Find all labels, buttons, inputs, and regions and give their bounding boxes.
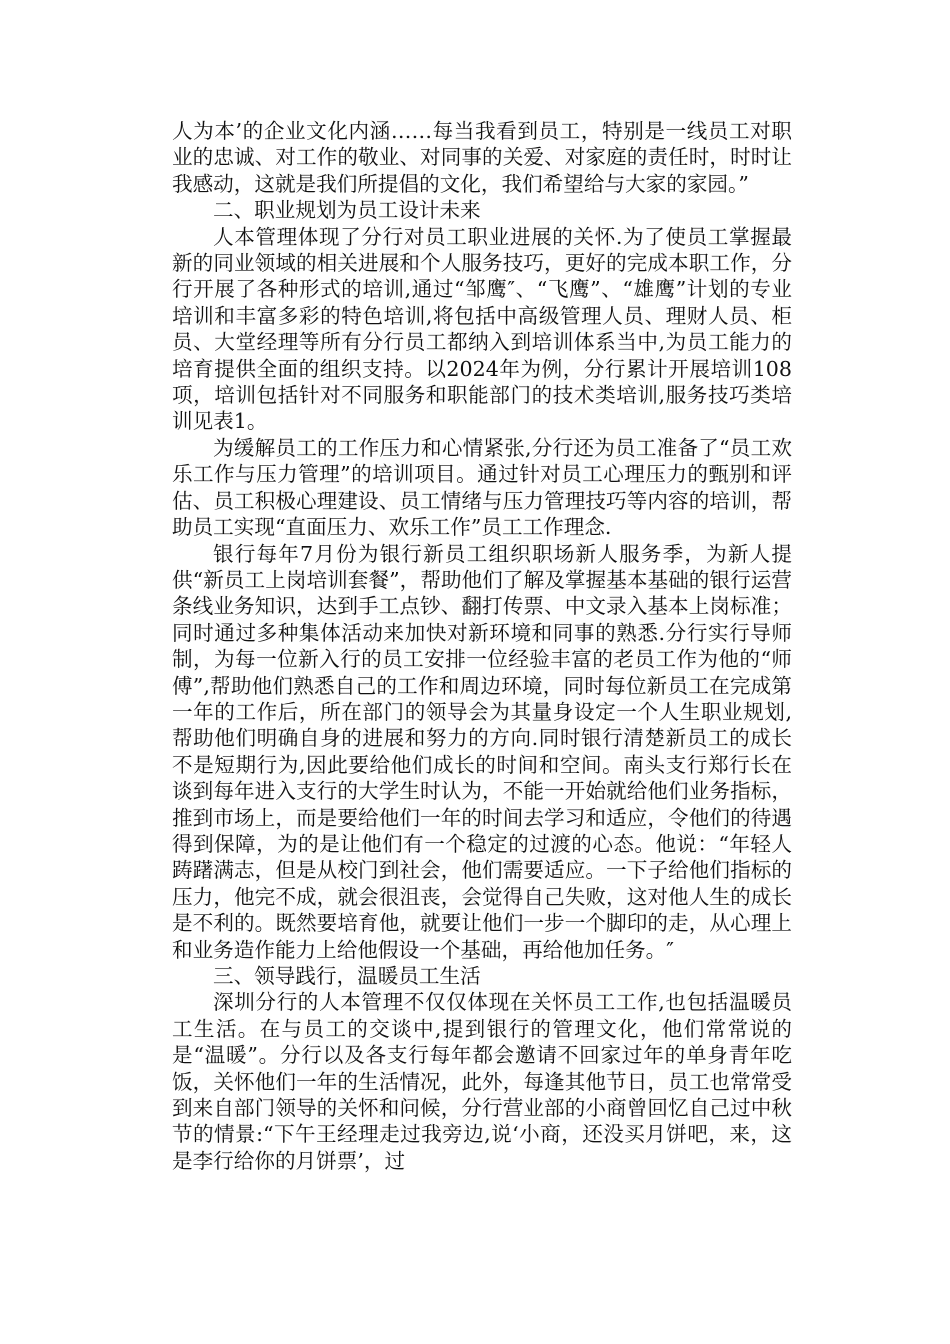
body-paragraph-new-employees: 银行每年7月份为银行新员工组织职场新人服务季，为新人提供“新员工上岗培训套餐”，帮助他们了解及掌握基本基础的银行运营条线业务知识，达到手工点钞、翻打传票、中文录入基本上岗标准；同时通过多种集体活动来加快对新环境和同事的熟悉.分行实行导师制，为每一位新入行的员工安排一位经验丰富的老员工作为他的“师傅”,帮助他们熟悉自己的工作和周边环境，同时每位新员工在完成第一年的工作后，所在部门的领导会为其量身设定一个人生职业规划,帮助他们明确自身的进展和努力的方向.同时银行清楚新员工的成长不是短期行为,因此要给他们成长的时间和空间。南头支行郑行长在谈到每年进入支行的大学生时认为，不能一开始就给他们业务指标，推到市场上，而是要给他们一年的时间去学习和适应，令他们的待遇得到保障，为的是让他们有一个稳定的过渡的心态。他说：“年轻人踌躇满志，但是从校门到社会，他们需要适应。一下子给他们指标的压力，他完不成，就会很沮丧，会觉得自己失败，这对他人生的成长是不利的。既然要培育他，就要让他们一步一个脚印的走，从心理上和业务造作能力上给他假设一个基础，再给他加任务。″ xyxy=(172,541,792,962)
document-body xyxy=(172,118,792,1174)
continuation-paragraph: 人为本’的企业文化内涵……每当我看到员工，特别是一线员工对职业的忠诚、对工作的敬业、对同事的关爱、对家庭的责任时，时时让我感动，这就是我们所提倡的文化，我们希望给与大家的家园。” xyxy=(172,119,792,196)
body-paragraph-stress-management: 为缓解员工的工作压力和心情紧张,分行还为员工准备了“员工欢乐工作与压力管理”的培训项目。通过针对员工心理压力的甄别和评估、员工积极心理建设、员工情绪与压力管理技巧等内容的培训，帮助员工实现“直面压力、欢乐工作”员工工作理念. xyxy=(172,435,792,540)
section-heading-leadership: 三、领导践行，温暖员工生活 xyxy=(213,964,481,988)
body-paragraph-training: 人本管理体现了分行对员工职业进展的关怀.为了使员工掌握最新的同业领域的相关进展和个人服务技巧，更好的完成本职工作，分行开展了各种形式的培训,通过“邹鹰″、“飞鹰”、“雄鹰”计划的专业培训和丰富多彩的特色培训,将包括中高级管理人员、理财人员、柜员、大堂经理等所有分行员工都纳入到培训体系当中,为员工能力的培育提供全面的组织支持。以2024年为例，分行累计开展培训108项，培训包括针对不同服务和职能部门的技术类培训,服务技巧类培训见表1。 xyxy=(172,224,792,434)
section-heading-career-planning: 二、职业规划为员工设计未来 xyxy=(213,198,481,223)
body-paragraph-warm-life: 深圳分行的人本管理不仅仅体现在关怀员工工作,也包括温暖员工生活。在与员工的交谈中,提到银行的管理文化，他们常常说的是“温暖”。分行以及各支行每年都会邀请不回家过年的单身青年吃饭，关怀他们一年的生活情况，此外，每逢其他节日，员工也常常受到来自部门领导的关怀和问候，分行营业部的小商曾回忆自己过中秋节的情景:“下午王经理走过我旁边,说‘小商，还没买月饼吧，来，这是李行给你的月饼票’，过 xyxy=(172,990,792,1173)
